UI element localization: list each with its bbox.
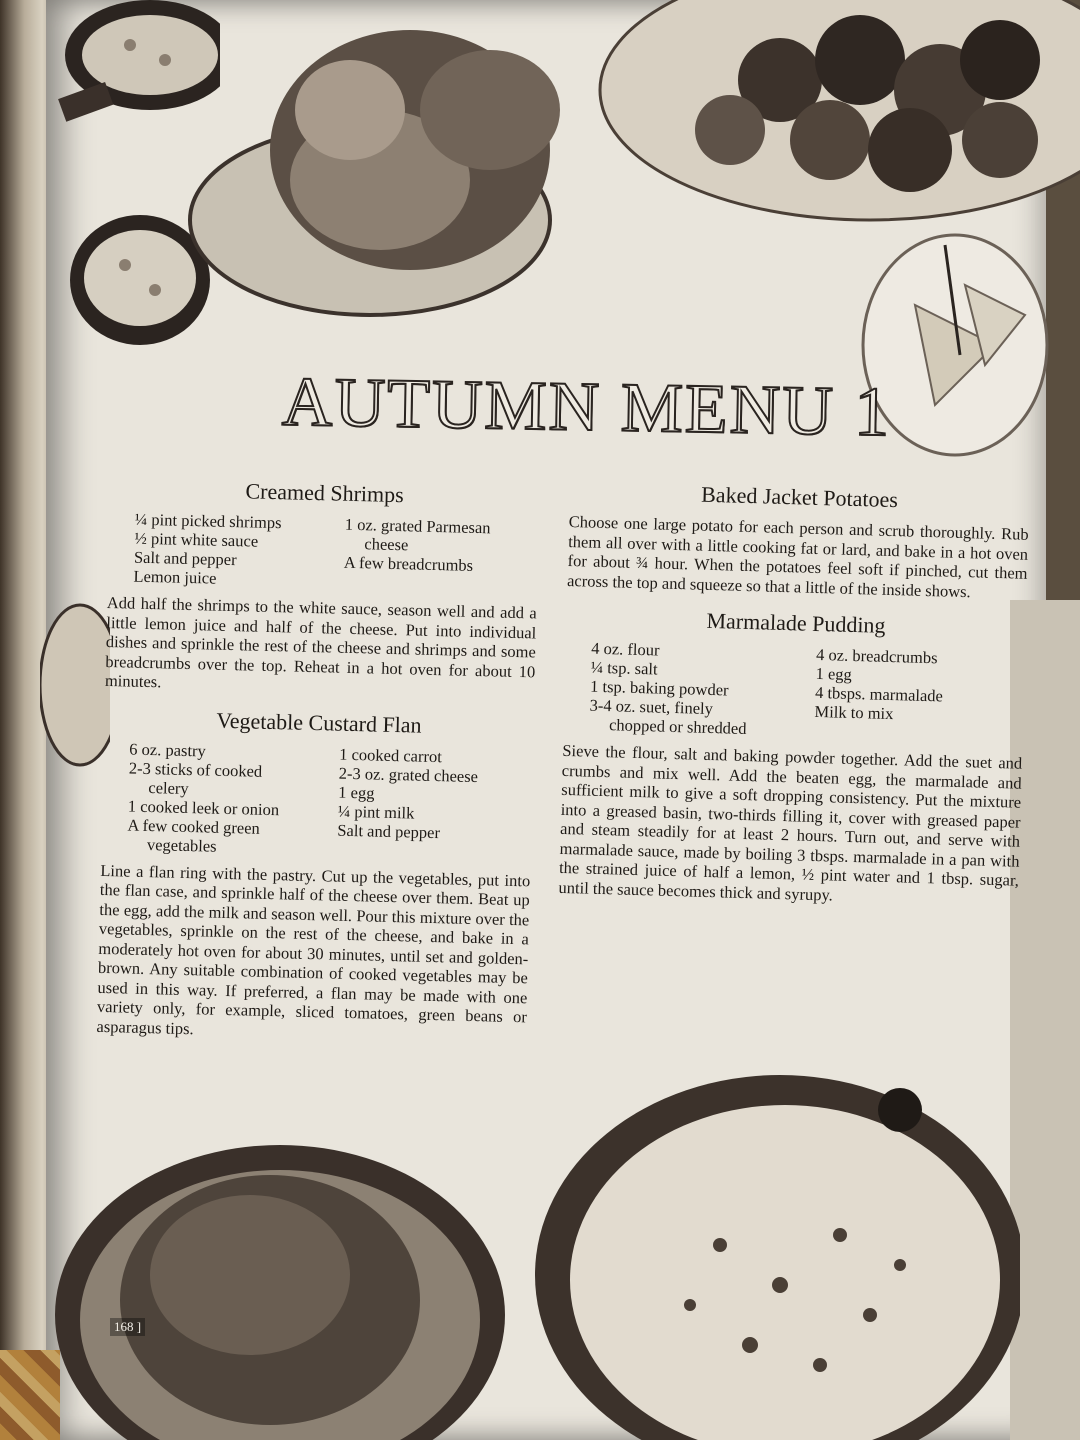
recipe-method: Add half the shrimps to the white sauce, season well and add a little lemon juice and half of the cheese. Put into individual dishes and sprinkle the rest of the cheese and shrimps and some breadcrumbs over the top. Reheat in a hot oven for about 10 minutes. bbox=[104, 592, 537, 692]
ingredient-list bbox=[127, 739, 534, 863]
ingredient: 1 cooked carrot bbox=[339, 744, 443, 766]
recipe-method: Choose one large potato for each person and scrub thoroughly. Rub them all over with a little cooking fat or lard, and bake in a hot oven for about ¾ hour. When the potatoes feel soft if pinched, cut them across the top and squeeze so that a little of the inside shows. bbox=[566, 511, 1029, 601]
ingredient: Lemon juice bbox=[133, 566, 217, 588]
ingredient: 4 oz. flour bbox=[590, 638, 660, 660]
ingredient: chopped or shredded bbox=[608, 715, 747, 739]
ingredient: A few breadcrumbs bbox=[343, 552, 474, 575]
ingredient: vegetables bbox=[146, 834, 217, 856]
ingredient-list bbox=[133, 510, 539, 596]
roast-meat-photo bbox=[50, 1085, 510, 1440]
ingredient: 2-3 sticks of cooked bbox=[128, 758, 263, 781]
recipe-method: Sieve the flour, salt and baking powder together. Add the suet and crumbs and mix well. Add the beaten egg, the marmalade and sufficient milk to give a soft dropping consistency. Put the mixture into a greased basin, two-thirds filling it, cover with greased paper and steam steadily for at least 2 hours. Turn out, and serve with marmalade sauce, made by boiling 3 tbsps. marmalade in a pan with the strained juice of half a lemon, ½ pint water and 1 tbsp. sugar, until the sauce becomes thick and syrupy. bbox=[558, 740, 1023, 904]
ingredient: ½ pint white sauce bbox=[134, 528, 259, 551]
tablecloth bbox=[0, 1350, 60, 1440]
page-title: AUTUMN MENU 1 bbox=[281, 363, 892, 452]
page-number: 168 ] bbox=[110, 1318, 145, 1336]
ingredient-list bbox=[589, 639, 1025, 746]
ingredient: 6 oz. pastry bbox=[129, 739, 207, 760]
ingredient: Salt and pepper bbox=[133, 547, 237, 570]
ingredient: Salt and pepper bbox=[337, 820, 441, 842]
right-recipe-column bbox=[558, 478, 1030, 924]
ingredient: ¼ pint picked shrimps bbox=[134, 509, 282, 533]
ingredient: 1 cooked leek or onion bbox=[127, 796, 280, 819]
recipe-baked-jacket-potatoes bbox=[567, 478, 1030, 603]
ingredient: cheese bbox=[364, 534, 409, 555]
ingredient: ¼ pint milk bbox=[337, 801, 415, 823]
custard-flan-photo bbox=[520, 1045, 1020, 1440]
ingredient: 2-3 oz. grated cheese bbox=[338, 763, 479, 786]
recipe-marmalade-pudding bbox=[558, 604, 1026, 910]
ingredient: A few cooked green bbox=[127, 815, 261, 838]
ingredient: 3-4 oz. suet, finely bbox=[589, 695, 714, 719]
ingredient: Milk to mix bbox=[814, 701, 894, 724]
recipe-title: Vegetable Custard Flan bbox=[216, 707, 422, 738]
ingredient: celery bbox=[148, 777, 189, 798]
recipe-creamed-shrimps bbox=[105, 475, 540, 701]
left-recipe-column bbox=[96, 475, 540, 1060]
ingredient: 1 oz. grated Parmesan bbox=[344, 514, 491, 538]
recipe-vegetable-custard-flan bbox=[96, 704, 534, 1046]
ingredient: 4 oz. breadcrumbs bbox=[815, 644, 938, 668]
ingredient: 1 egg bbox=[338, 782, 375, 803]
recipe-title: Creamed Shrimps bbox=[245, 478, 405, 508]
ingredient: ¼ tsp. salt bbox=[590, 657, 658, 679]
recipe-method: Line a flan ring with the pastry. Cut up the vegetables, put into the flan case, and sprinkle half of the cheese over them. Beat up the egg, add the milk and season well. Pour this mixture over the vegetables, sprinkle on the rest of the cheese, and bake in a moderately hot oven for about 30 minutes, until set and golden-brown. Any suitable combination of cooked vegetables may be used in this way. If preferred, a flan may be made with one variety only, for example, sliced tomatoes, green beans or asparagus tips. bbox=[96, 860, 531, 1038]
ingredient: 1 egg bbox=[815, 663, 853, 684]
shrimp-dish-edge-photo bbox=[40, 600, 110, 770]
ingredient: 1 tsp. baking powder bbox=[589, 676, 729, 700]
pudding-balls-photo bbox=[580, 0, 1080, 240]
recipe-title: Baked Jacket Potatoes bbox=[700, 481, 899, 513]
jacket-potatoes-photo bbox=[170, 0, 560, 330]
ingredient: 4 tbsps. marmalade bbox=[814, 682, 944, 706]
recipe-title: Marmalade Pudding bbox=[706, 607, 886, 638]
